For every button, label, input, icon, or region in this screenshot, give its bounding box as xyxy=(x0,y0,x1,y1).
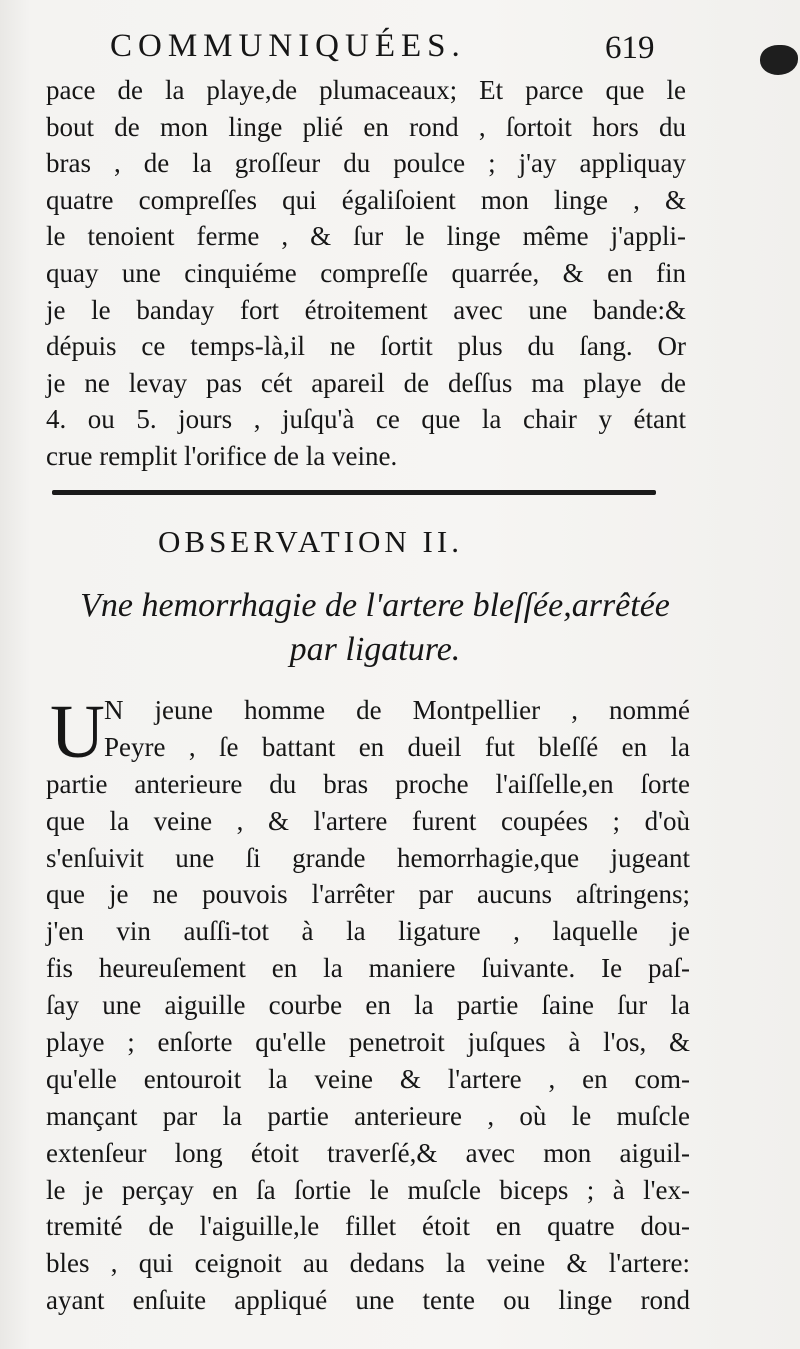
text-line: crue remplit l'orifice de la veine. xyxy=(46,440,398,471)
text-line: s'enſuivit une ſi grande hemorrhagie,que jugeant xyxy=(46,842,690,873)
observation-title xyxy=(50,584,700,672)
text-line: je le banday fort étroitement avec une bande:& xyxy=(46,294,686,325)
page-number: 619 xyxy=(605,30,655,66)
text-line: le tenoient ferme , & ſur le linge même j'appli- xyxy=(46,221,686,252)
drop-cap: U xyxy=(50,690,105,774)
text-line: quatre compreſſes qui égaliſoient mon linge , & xyxy=(46,184,686,215)
text-line: pace de la playe,de plumaceaux; Et parce que le xyxy=(46,75,686,105)
observation-title-line: par ligature. xyxy=(289,631,461,668)
text-line: fis heureuſement en la maniere ſuivante. Ie paſ- xyxy=(46,953,690,984)
text-line: quay une cinquiéme compreſſe quarrée, & en fin xyxy=(46,257,686,288)
text-line: que la veine , & l'artere furent coupées ; d'où xyxy=(46,805,690,836)
text-line: N jeune homme de Montpellier , nommé xyxy=(104,695,690,725)
text-line: tremité de l'aiguille,le fillet étoit en quatre dou- xyxy=(46,1211,690,1242)
observation-heading: OBSERVATION II. xyxy=(158,524,463,559)
text-line: partie anterieure du bras proche l'aiſſelle,en ſorte xyxy=(46,768,690,799)
text-line: le je perçay en ſa ſortie le muſcle biceps ; à l'ex- xyxy=(46,1174,690,1205)
text-line: je ne levay pas cét apareil de deſſus ma playe de xyxy=(46,367,686,398)
text-line: ayant enſuite appliqué une tente ou linge rond xyxy=(46,1285,690,1316)
text-line: extenſeur long étoit traverſé,& avec mon aiguil- xyxy=(46,1137,690,1168)
text-line: dépuis ce temps-là,il ne ſortit plus du ſang. Or xyxy=(46,331,686,362)
text-line: mançant par la partie anterieure , où le muſcle xyxy=(46,1100,690,1131)
text-line: qu'elle entouroit la veine & l'artere , en com- xyxy=(46,1063,690,1094)
text-line: j'en vin auſſi-tot à la ligature , laquelle je xyxy=(46,916,690,947)
text-line: ſay une aiguille courbe en la partie ſaine ſur la xyxy=(46,990,690,1021)
text-line: bras , de la groſſeur du poulce ; j'ay appliquay xyxy=(46,148,686,179)
observation-paragraph xyxy=(46,692,690,1319)
text-line: playe ; enſorte qu'elle penetroit juſques à l'os, & xyxy=(46,1027,690,1058)
text-line: bout de mon linge plié en rond , ſortoit hors du xyxy=(46,111,686,142)
section-divider xyxy=(52,490,656,495)
running-head: COMMUNIQUÉES. xyxy=(110,28,466,64)
text-line: que je ne pouvois l'arrêter par aucuns aſtringens; xyxy=(46,879,690,910)
text-line: 4. ou 5. jours , juſqu'à ce que la chair y étant xyxy=(46,404,686,435)
text-line: bles , qui ceignoit au dedans la veine & l'artere: xyxy=(46,1248,690,1279)
text-line: Peyre , ſe battant en dueil fut bleſſé en la xyxy=(104,731,690,762)
top-paragraph xyxy=(46,72,686,475)
observation-title-line: Vne hemorrhagie de l'artere bleſſée,arrêtée xyxy=(80,587,670,624)
ink-blot xyxy=(760,45,798,75)
